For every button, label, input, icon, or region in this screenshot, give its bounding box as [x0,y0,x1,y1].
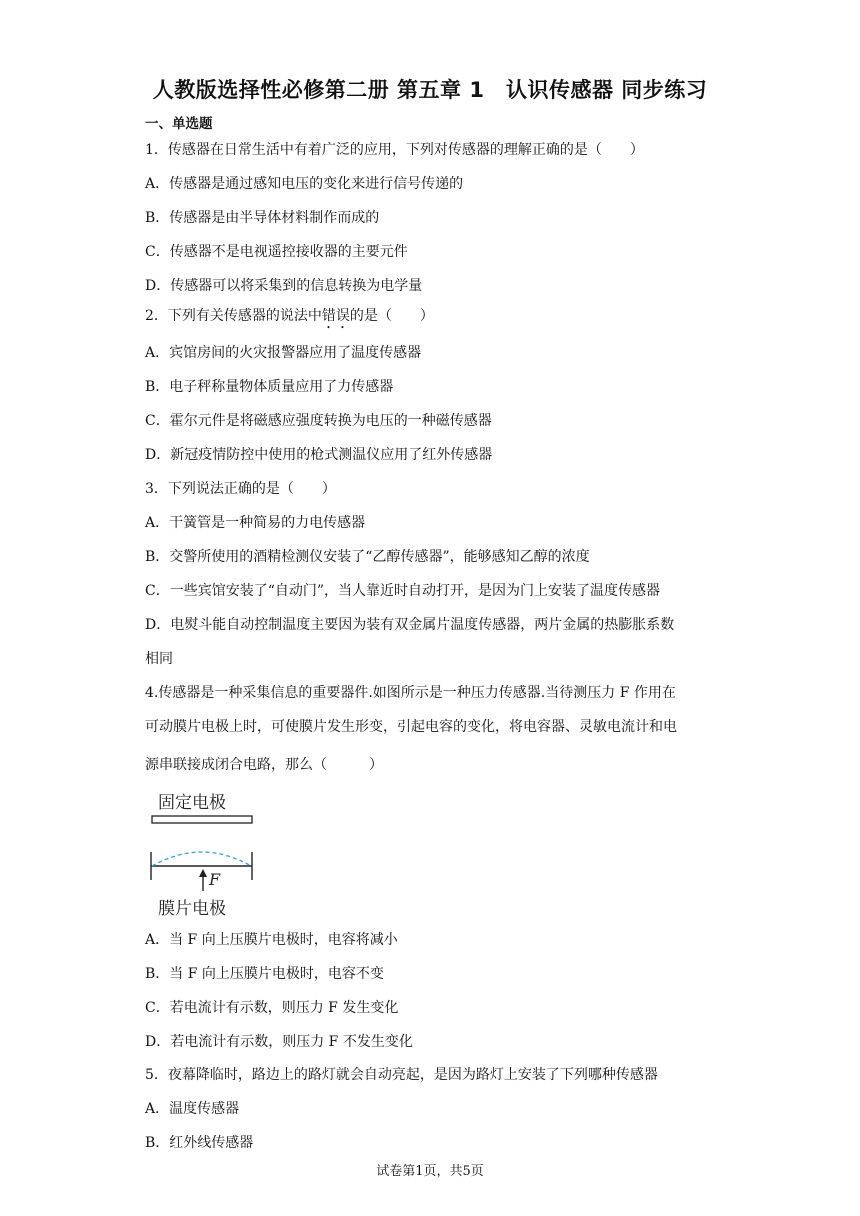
question-5-option-b: B．红外线传感器 [145,1135,254,1151]
deformed-membrane-curve [152,852,251,866]
section-heading: 一、单选题 [145,116,213,132]
question-3-option-b: B．交警所使用的酒精检测仪安装了“乙醇传感器”，能够感知乙醇的浓度 [145,549,590,565]
question-3-stem: 3．下列说法正确的是（ ） [145,481,336,497]
question-2-stem-pre: 2．下列有关传感器的说法中 [145,308,322,324]
question-4-stem-line-1: 4.传感器是一种采集信息的重要器件.如图所示是一种压力传感器.当待测压力 F 作用在 [145,685,676,701]
question-2-option-c: C．霍尔元件是将磁感应强度转换为电压的一种磁传感器 [145,413,492,429]
question-2-stem-emphasis: 错误 [321,308,350,324]
question-1-option-a: A．传感器是通过感知电压的变化来进行信号传递的 [145,176,464,192]
question-4-stem-line-2: 可动膜片电极上时，可使膜片发生形变，引起电容的变化，将电容器、灵敏电流计和电 [145,719,677,735]
question-2-option-b: B．电子秤称量物体质量应用了力传感器 [145,379,394,395]
fixed-electrode-plate [152,816,252,823]
question-3-option-d: D．电熨斗能自动控制温度主要因为装有双金属片温度传感器，两片金属的热膨胀系数 [145,617,675,633]
question-1-option-d: D．传感器可以将采集到的信息转换为电学量 [145,278,423,294]
question-5-stem: 5．夜幕降临时，路边上的路灯就会自动亮起，是因为路灯上安装了下列哪种传感器 [145,1067,658,1083]
question-1-stem: 1．传感器在日常生活中有着广泛的应用，下列对传感器的理解正确的是（ ） [145,142,644,158]
membrane-electrode-label: 膜片电极 [158,899,226,919]
question-3-option-a: A．干簧管是一种简易的力电传感器 [145,515,366,531]
question-3-option-d-continued: 相同 [145,651,173,667]
question-4-option-d: D．若电流计有示数，则压力 F 不发生变化 [145,1034,413,1050]
question-5-option-a: A．温度传感器 [145,1101,240,1117]
fixed-electrode-label: 固定电极 [158,793,226,813]
question-2-stem [145,307,434,332]
force-arrow-head [199,869,207,877]
question-1-option-c: C．传感器不是电视遥控接收器的主要元件 [145,244,408,260]
page-title: 人教版选择性必修第二册 第五章 1 认识传感器 同步练习 [152,78,708,102]
question-4-option-b: B．当 F 向上压膜片电极时，电容不变 [145,966,384,982]
question-4-option-a: A．当 F 向上压膜片电极时，电容将减小 [145,932,398,948]
question-2-option-d: D．新冠疫情防控中使用的枪式测温仪应用了红外传感器 [145,447,493,463]
pressure-sensor-figure [148,786,268,918]
page-footer: 试卷第1页，共5页 [376,1164,484,1179]
question-2-stem-post: 的是（ ） [349,308,434,324]
force-label: F [209,870,221,889]
question-4-stem-line-3: 源串联接成闭合电路，那么（ ） [145,757,383,773]
question-3-option-c: C．一些宾馆安装了“自动门”，当人靠近时自动打开，是因为门上安装了温度传感器 [145,583,661,599]
question-2-option-a: A．宾馆房间的火灾报警器应用了温度传感器 [145,345,422,361]
question-1-option-b: B．传感器是由半导体材料制作而成的 [145,210,380,226]
question-4-option-c: C．若电流计有示数，则压力 F 发生变化 [145,1000,399,1016]
